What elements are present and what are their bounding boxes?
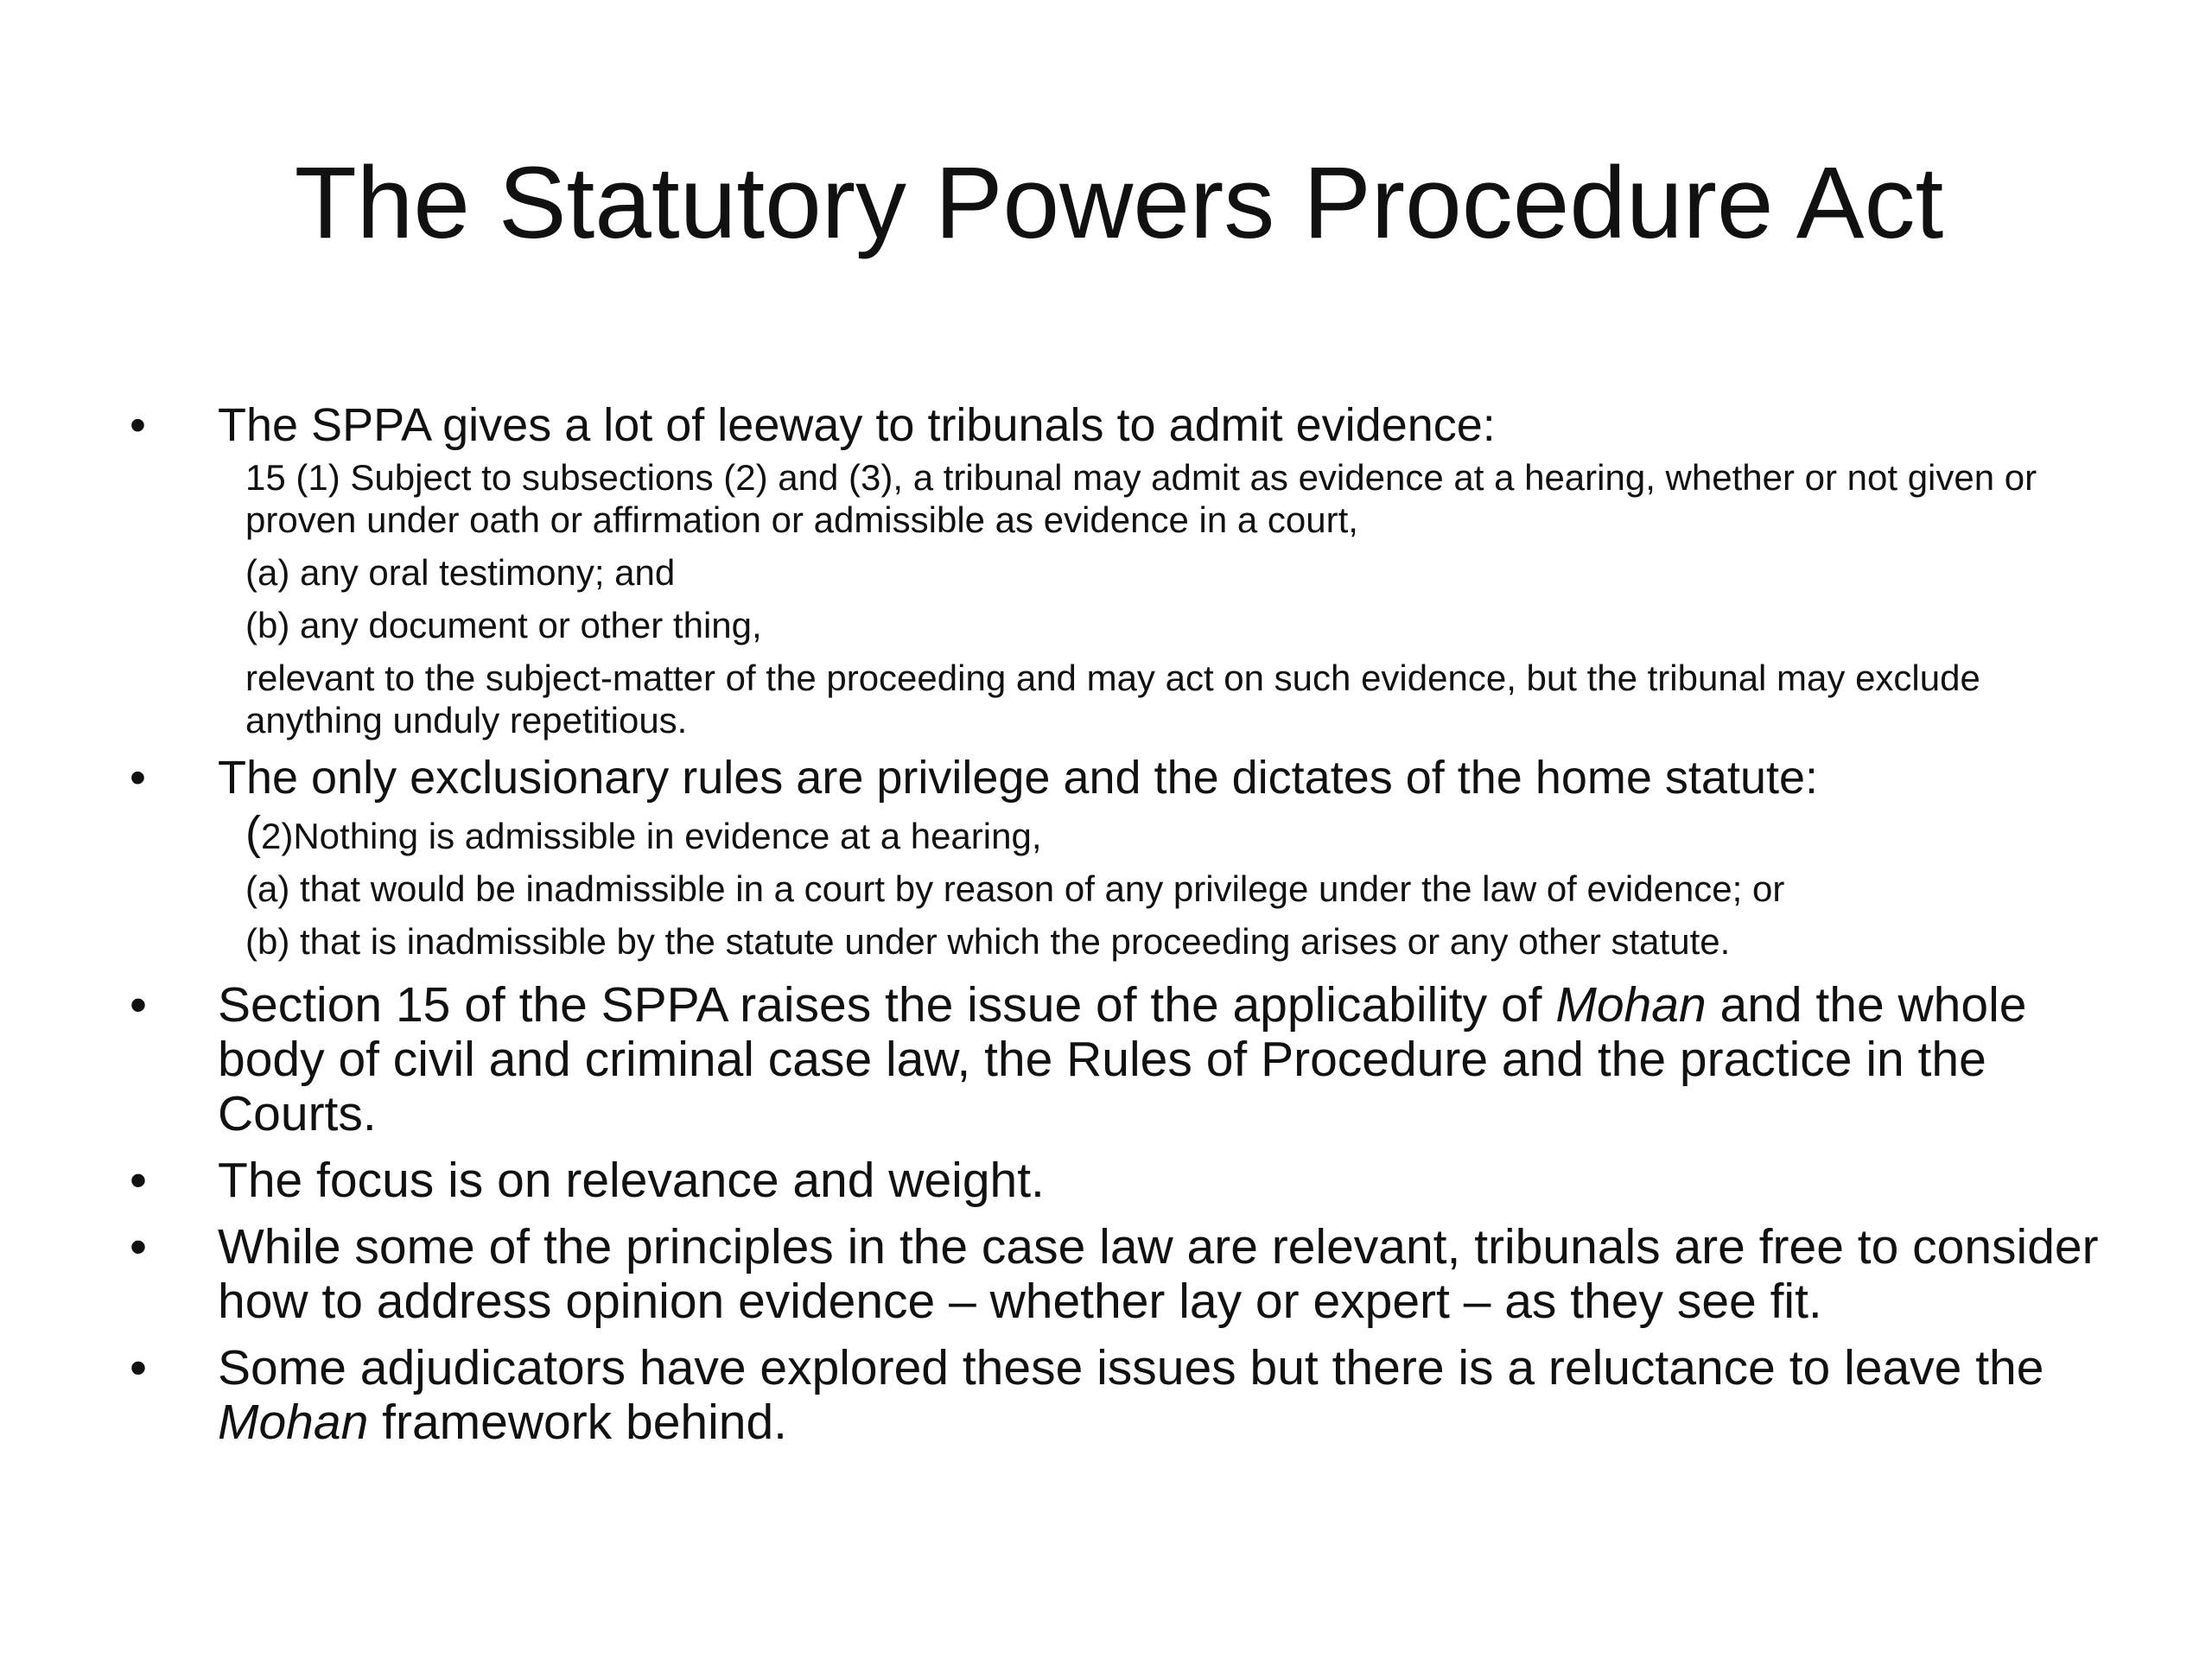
statute-text: (b) that is inadmissible by the statute under which the proceeding arises or any other statute. <box>245 921 1731 962</box>
bullet-dot: • <box>130 977 147 1033</box>
bullet-text: While some of the principles in the case law are relevant, tribunals are free to consider how to address opinion evidence – whether lay or expert – as they see fit. <box>218 1219 2099 1329</box>
statute-text: (b) any document or other thing, <box>245 605 762 645</box>
bullet-text-part: Section 15 of the SPPA raises the issue of the applicability of <box>218 977 1556 1033</box>
case-name: Mohan <box>218 1395 369 1450</box>
bullet-item <box>130 978 2117 1141</box>
statute-paren: ( <box>245 807 261 859</box>
bullet-text-part: and the whole body of civil and criminal case law, the Rules of Procedure and the practice in the Courts. <box>218 977 2027 1141</box>
slide-title: The Statutory Powers Procedure Act <box>294 146 1944 260</box>
bullet-text: The SPPA gives a lot of leeway to tribunals to admit evidence: <box>218 399 1496 451</box>
bullet-dot: • <box>130 752 146 804</box>
bullet-item <box>130 1220 2117 1329</box>
statute-text: relevant to the subject-matter of the proceeding and may act on such evidence, but the tribunal may exclude anything unduly repetitious. <box>245 658 1980 741</box>
statute-text: (a) that would be inadmissible in a court by reason of any privilege under the law of evidence; or <box>245 868 1785 909</box>
bullet-dot: • <box>130 399 146 451</box>
bullet-text-part: Some adjudicators have explored these issues but there is a reluctance to leave the <box>218 1340 2044 1395</box>
statute-text: (a) any oral testimony; and <box>245 552 676 593</box>
bullet-dot: • <box>130 1219 147 1274</box>
bullet-text <box>218 977 2026 1141</box>
statute-text: 15 (1) Subject to subsections (2) and (3), a tribunal may admit as evidence at a hearing, whether or not given or proven under oath or affirmation or admissible as evidence in a court, <box>245 457 2037 540</box>
bullet-dot: • <box>130 1153 147 1208</box>
case-name: Mohan <box>1555 977 1707 1033</box>
bullet-item <box>130 1154 2117 1208</box>
slide-body <box>130 389 2117 1450</box>
bullet-text: The focus is on relevance and weight. <box>218 1153 1045 1208</box>
bullet-item <box>130 750 2117 805</box>
bullet-text-part: framework behind. <box>368 1395 788 1450</box>
bullet-text: The only exclusionary rules are privilege and the dictates of the home statute: <box>218 752 1819 804</box>
statute-text-rest: 2)Nothing is admissible in evidence at a hearing, <box>260 816 1042 856</box>
bullet-item <box>130 397 2117 453</box>
bullet-item <box>130 1341 2117 1450</box>
bullet-dot: • <box>130 1340 147 1395</box>
bullet-text <box>218 1340 2044 1450</box>
statute-text <box>130 807 2117 859</box>
